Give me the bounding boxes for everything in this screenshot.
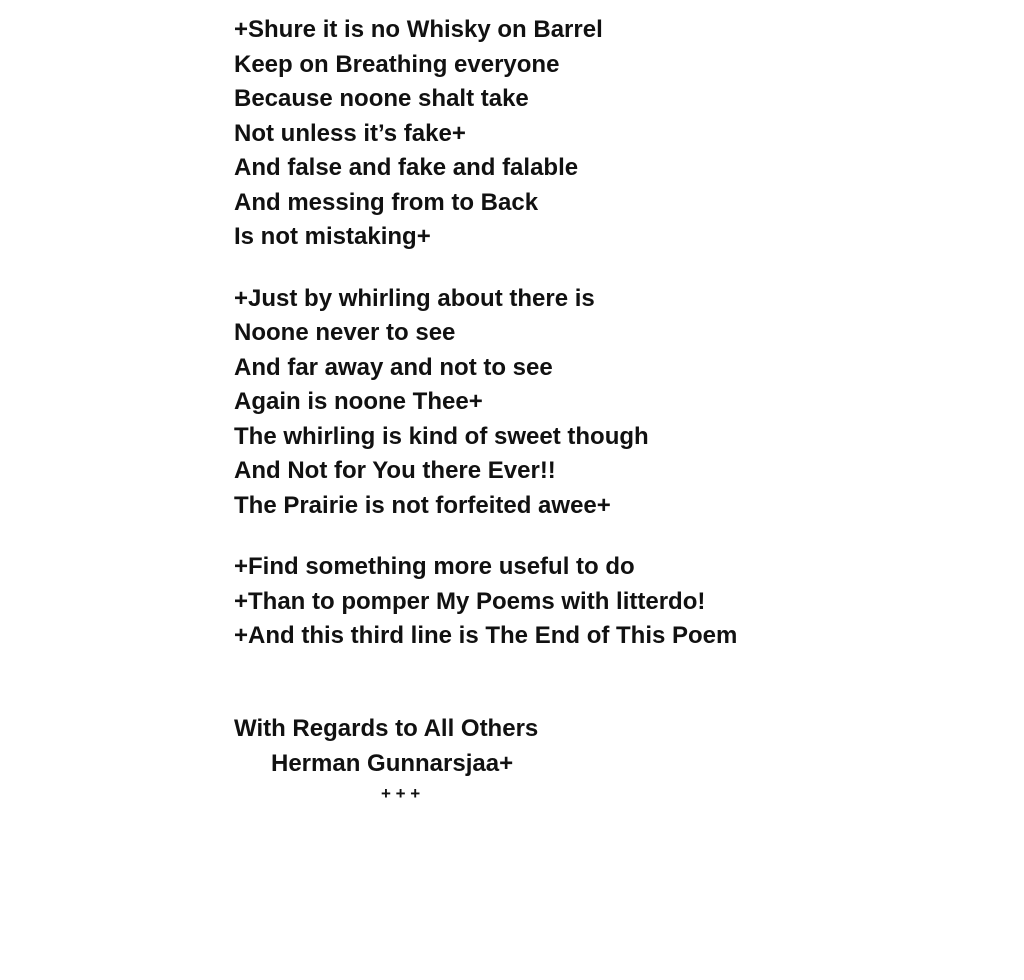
stanza-1 [234,13,934,255]
poem-line: Because noone shalt take [234,85,529,112]
poem-line: And false and fake and falable [234,154,579,181]
regards-line: With Regards to All Others [234,715,539,742]
poem-line: +Just by whirling about there is [234,284,595,312]
signoff [234,711,834,781]
poem-line: The Prairie is not forfeited awee+ [234,491,611,519]
poem-line: And Not for You there Ever!! [234,457,556,484]
poem-line: And far away and not to see [234,353,553,381]
poem-line: Again is noone Thee+ [234,388,483,415]
poem-line: Not unless it’s fake+ [234,119,466,147]
poem-line: +Than to pomper My Poems with litterdo! [234,587,706,615]
poem-line: Noone never to see [234,319,456,346]
stanza-3 [234,550,934,654]
closing-marks: + + + [381,784,421,803]
poem-line: And messing from to Back [234,188,539,216]
author-name: Herman Gunnarsjaa+ [271,750,514,777]
poem-line: +And this third line is The End of This Poem [234,622,738,649]
poem-line: +Shure it is no Whisky on Barrel [234,16,603,43]
poem-line: +Find something more useful to do [234,553,635,580]
poem-line: The whirling is kind of sweet though [234,422,649,450]
stanza-2 [234,282,934,524]
poem [234,13,934,681]
poem-line: Is not mistaking+ [234,223,431,250]
poem-line: Keep on Breathing everyone [234,50,560,78]
